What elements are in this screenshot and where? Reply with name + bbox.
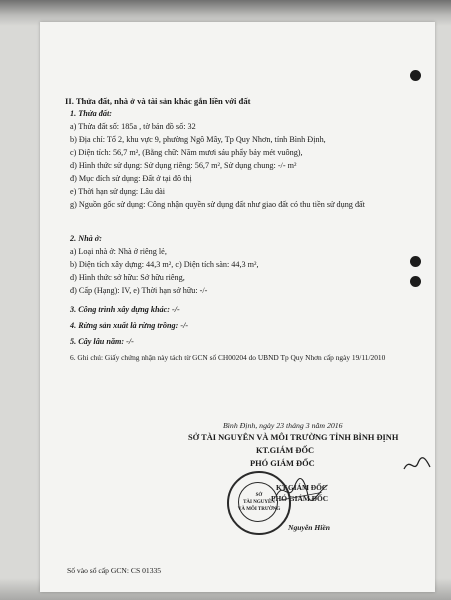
signature-mark (262, 476, 342, 506)
land-usage-form: d) Hình thức sử dụng: Sử dụng riêng: 56,7 m², Sử dụng chung: -/- m² (70, 161, 297, 170)
agency-name: SỞ TÀI NGUYÊN VÀ MÔI TRƯỜNG TỈNH BÌNH ĐỊNH (188, 433, 399, 442)
stamp-kt-director: KT.GIÁM ĐỐC (276, 483, 328, 492)
land-term: e) Thời hạn sử dụng: Lâu dài (70, 187, 166, 196)
land-heading: 1. Thửa đất: (70, 109, 112, 118)
land-parcel: a) Thửa đất số: 185a , tờ bản đồ số: 32 (70, 122, 196, 131)
stamp-deputy-director: PHÓ GIÁM ĐỐC (271, 494, 329, 503)
house-area: b) Diện tích xây dựng: 44,3 m², c) Diện tích sàn: 44,3 m², (70, 260, 259, 269)
other-perennial: 5. Cây lâu năm: -/- (70, 337, 134, 346)
seal-text: SỞ (255, 493, 263, 498)
land-purpose: đ) Mục đích sử dụng: Đất ở tại đô thị (70, 174, 192, 183)
land-origin: g) Nguồn gốc sử dụng: Công nhận quyền sử dụng đất như giao đất có thu tiền sử dụng đất (70, 200, 365, 209)
punch-hole (410, 256, 421, 267)
land-address: b) Địa chỉ: Tổ 2, khu vực 9, phường Ngô Mây, Tp Quy Nhơn, tỉnh Bình Định, (70, 135, 326, 144)
other-forest: 4. Rừng sản xuất là rừng trồng: -/- (70, 321, 189, 330)
deputy-director: PHÓ GIÁM ĐỐC (250, 459, 315, 468)
registry-number: Số vào sổ cấp GCN: CS 01335 (67, 566, 162, 575)
other-construction: 3. Công trình xây dựng khác: -/- (70, 305, 180, 314)
seal-text: VÀ MÔI TRƯỜNG (237, 507, 281, 512)
house-type: a) Loại nhà ở: Nhà ở riêng lẻ, (70, 247, 167, 256)
punch-hole (410, 70, 421, 81)
house-grade: đ) Cấp (Hạng): IV, e) Thời hạn sở hữu: -/- (70, 286, 208, 295)
seal-text: TÀI NGUYÊN (243, 500, 275, 505)
land-area: c) Diện tích: 56,7 m², (Bằng chữ: Năm mươi sáu phẩy bảy mét vuông), (70, 148, 303, 157)
house-ownership: d) Hình thức sở hữu: Sở hữu riêng, (70, 273, 185, 282)
note-line: 6. Ghi chú: Giấy chứng nhận này tách từ GCN số CH00204 do UBND Tp Quy Nhơn cấp ngày 19/11/2010 (70, 353, 386, 362)
initials-mark (402, 455, 432, 475)
date-line: Bình Định, ngày 23 tháng 3 năm 2016 (223, 421, 343, 430)
house-heading: 2. Nhà ở: (70, 234, 102, 243)
kt-director: KT.GIÁM ĐỐC (256, 446, 315, 455)
signer-name: Nguyễn Hiền (288, 523, 330, 532)
section-title: II. Thửa đất, nhà ở và tài sản khác gắn liền với đất (65, 96, 251, 106)
certificate-page (40, 22, 435, 592)
punch-hole (410, 276, 421, 287)
